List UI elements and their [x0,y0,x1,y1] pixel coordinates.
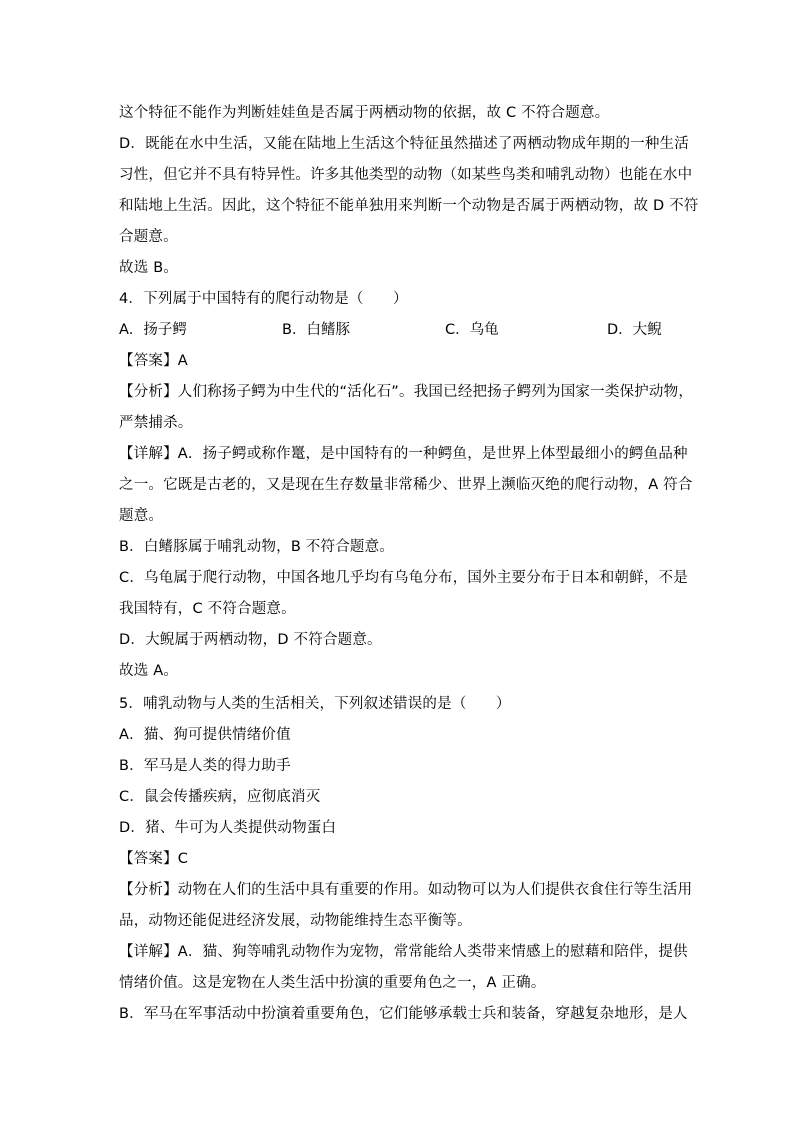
text-line: B．白鳍豚属于哺乳动物，B 不符合题意。 [119,539,395,555]
detail-4: 【详解】A．扬子鳄或称作鼍，是中国特有的一种鳄鱼，是世界上体型最细小的鳄鱼品种 [119,446,688,462]
text-line: 我国特有，C 不符合题意。 [119,601,296,617]
q4-option-d: D．大鲵 [607,322,662,338]
question-4: 4．下列属于中国特有的爬行动物是（ ） [119,291,408,307]
analysis-5: 【分析】动物在人们的生活中具有重要的作用。如动物可以为人们提供衣食住行等生活用 [119,882,693,898]
text-line: 习性，但它并不具有特异性。许多其他类型的动物（如某些鸟类和哺乳动物）也能在水中 [119,167,693,183]
q5-option-b: B．军马是人类的得力助手 [119,758,291,774]
text-line: 之一。它既是古老的，又是现在生存数量非常稀少、世界上濒临灭绝的爬行动物，A 符合 [119,477,693,493]
question-5: 5．哺乳动物与人类的生活相关，下列叙述错误的是（ ） [119,696,511,712]
analysis-4: 【分析】人们称扬子鳄为中生代的“活化石”。我国已经把扬子鳄列为国家一类保护动物， [119,384,694,400]
text-line: 严禁捕杀。 [119,415,193,431]
text-line: D．大鲵属于两栖动物，D 不符合题意。 [119,632,382,648]
text-line: C．乌龟属于爬行动物，中国各地几乎均有乌龟分布，国外主要分布于日本和朝鲜，不是 [119,570,688,586]
text-line: 情绪价值。这是宠物在人类生活中扮演的重要角色之一，A 正确。 [119,975,546,991]
q5-option-d: D．猪、牛可为人类提供动物蛋白 [119,820,337,836]
text-line: 品，动物还能促进经济发展，动物能维持生态平衡等。 [119,913,472,929]
answer-5: 【答案】C [119,851,189,867]
text-line: 这个特征不能作为判断娃娃鱼是否属于两栖动物的依据，故 C 不符合题意。 [119,105,610,121]
q5-option-a: A．猫、狗可提供情绪价值 [119,727,291,743]
text-line: 故选 A。 [119,663,179,679]
text-line: 故选 B。 [119,260,179,276]
text-line: D．既能在水中生活，又能在陆地上生活这个特征虽然描述了两栖动物成年期的一种生活 [119,136,689,152]
text-line: 和陆地上生活。因此，这个特征不能单独用来判断一个动物是否属于两栖动物，故 D 不符 [119,198,699,214]
text-line: 合题意。 [119,229,178,245]
text-line: 题意。 [119,508,164,524]
q5-option-c: C．鼠会传播疾病，应彻底消灭 [119,789,321,805]
text-line: B．军马在军事活动中扮演着重要角色，它们能够承载士兵和装备，穿越复杂地形，是人 [119,1006,688,1022]
answer-4: 【答案】A [119,353,188,369]
q4-option-c: C．乌龟 [445,322,499,338]
q4-option-b: B．白鳍豚 [282,322,350,338]
q4-option-a: A．扬子鳄 [119,322,187,338]
detail-5: 【详解】A．猫、狗等哺乳动物作为宠物，常常能给人类带来情感上的慰藉和陪伴，提供 [119,944,688,960]
